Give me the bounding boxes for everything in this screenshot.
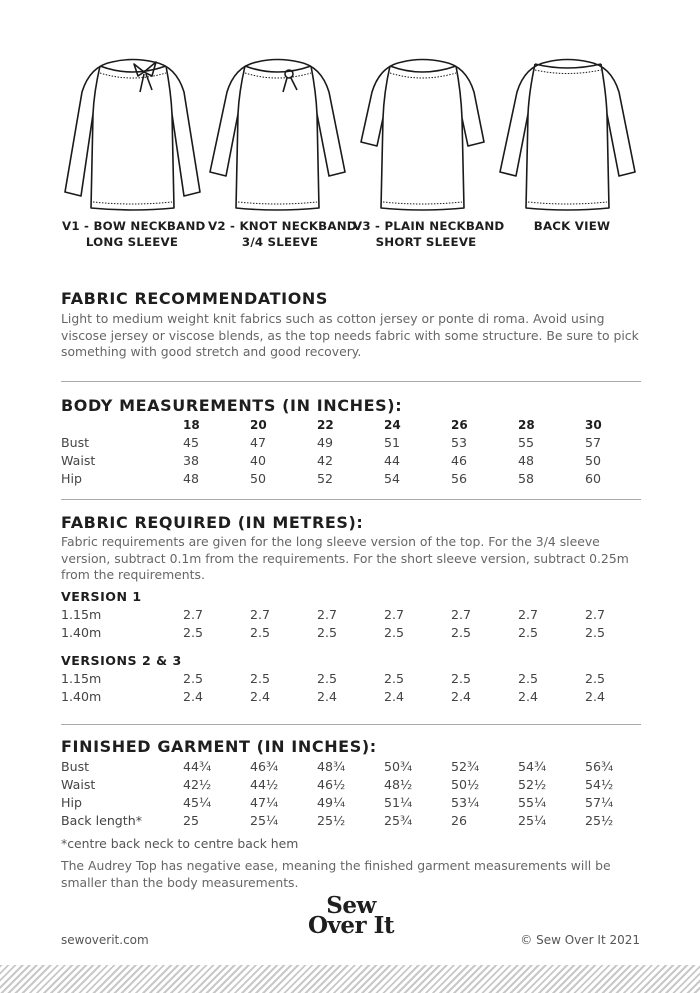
table-cell: 42½ [183, 777, 212, 792]
table-cell: 2.5 [250, 625, 271, 640]
table-cell: 25½ [585, 813, 614, 828]
table-cell: 53¼ [451, 795, 480, 810]
size-header: 28 [518, 418, 535, 432]
table-cell: 2.7 [250, 607, 271, 622]
table-cell: 48 [183, 471, 200, 486]
plain-neckband-short-sleeve-top-icon [350, 52, 495, 212]
table-cell: 58 [518, 471, 535, 486]
row-label: 1.15m [61, 671, 102, 686]
caption-v2: V2 - KNOT NECKBAND 3/4 SLEEVE [208, 219, 357, 249]
table-cell: 54½ [585, 777, 614, 792]
table-cell: 51¼ [384, 795, 413, 810]
caption-v1: V1 - BOW NECKBAND LONG SLEEVE [62, 219, 206, 249]
knot-neckband-three-quarter-sleeve-top-icon [205, 52, 350, 212]
table-cell: 2.7 [317, 607, 338, 622]
table-cell: 2.5 [384, 625, 405, 640]
table-row [61, 452, 646, 470]
table-cell: 50 [250, 471, 267, 486]
table-cell: 45 [183, 435, 200, 450]
table-cell: 25¾ [384, 813, 413, 828]
table-cell: 26 [451, 813, 468, 828]
table-cell: 25½ [317, 813, 346, 828]
divider [61, 381, 641, 382]
table-cell: 25 [183, 813, 200, 828]
table-cell: 2.4 [585, 689, 606, 704]
table-cell: 25¼ [518, 813, 547, 828]
table-cell: 2.7 [183, 607, 204, 622]
row-label: 1.40m [61, 689, 102, 704]
versions-2-3-table [61, 670, 646, 706]
fabric-required-heading: FABRIC REQUIRED (IN METRES): [61, 513, 364, 532]
table-cell: 25¼ [250, 813, 279, 828]
finished-garment-heading: FINISHED GARMENT (IN INCHES): [61, 737, 377, 756]
table-cell: 50½ [451, 777, 480, 792]
size-header: 24 [384, 418, 401, 432]
row-label: Waist [61, 777, 96, 792]
caption-v3: V3 - PLAIN NECKBAND SHORT SLEEVE [353, 219, 505, 249]
negative-ease-note: The Audrey Top has negative ease, meaning the finished garment measurements will be smaller than the body measurements. [61, 858, 611, 890]
table-cell: 47 [250, 435, 267, 450]
table-row [61, 794, 646, 812]
table-cell: 54 [384, 471, 401, 486]
table-cell: 48¾ [317, 759, 346, 774]
row-label: Waist [61, 453, 96, 468]
table-cell: 40 [250, 453, 267, 468]
body-measurements-table [61, 416, 646, 488]
table-cell: 2.4 [451, 689, 472, 704]
version-1-heading: VERSION 1 [61, 589, 142, 604]
table-row [61, 624, 646, 642]
table-cell: 46 [451, 453, 468, 468]
table-cell: 52 [317, 471, 334, 486]
row-label: 1.15m [61, 607, 102, 622]
table-cell: 55 [518, 435, 535, 450]
table-cell: 51 [384, 435, 401, 450]
table-cell: 48½ [384, 777, 413, 792]
table-row [61, 776, 646, 794]
row-label: Bust [61, 759, 90, 774]
table-cell: 49 [317, 435, 334, 450]
table-cell: 2.5 [317, 625, 338, 640]
table-cell: 2.5 [585, 625, 606, 640]
table-row [61, 688, 646, 706]
table-cell: 44 [384, 453, 401, 468]
table-cell: 2.5 [451, 625, 472, 640]
view-back [495, 52, 640, 212]
row-label: Back length* [61, 813, 143, 828]
back-view-top-icon [495, 52, 640, 212]
table-cell: 2.5 [250, 671, 271, 686]
table-cell: 2.5 [451, 671, 472, 686]
table-cell: 60 [585, 471, 602, 486]
table-cell: 2.5 [518, 625, 539, 640]
table-cell: 48 [518, 453, 535, 468]
table-cell: 50¾ [384, 759, 413, 774]
versions-2-3-heading: VERSIONS 2 & 3 [61, 653, 182, 668]
table-cell: 44½ [250, 777, 279, 792]
table-cell: 46¾ [250, 759, 279, 774]
size-header: 30 [585, 418, 602, 432]
divider [61, 499, 641, 500]
back-length-footnote: *centre back neck to centre back hem [61, 836, 299, 851]
table-cell: 2.4 [250, 689, 271, 704]
table-cell: 2.7 [518, 607, 539, 622]
size-header: 22 [317, 418, 334, 432]
table-cell: 50 [585, 453, 602, 468]
table-cell: 44¾ [183, 759, 212, 774]
table-row [61, 434, 646, 452]
row-label: 1.40m [61, 625, 102, 640]
table-cell: 54¾ [518, 759, 547, 774]
table-cell: 2.5 [183, 671, 204, 686]
table-cell: 57¼ [585, 795, 614, 810]
row-label: Bust [61, 435, 90, 450]
finished-garment-table [61, 758, 646, 830]
table-cell: 2.5 [518, 671, 539, 686]
table-cell: 57 [585, 435, 602, 450]
table-cell: 2.4 [518, 689, 539, 704]
sew-over-it-logo: Sew Over It [307, 892, 395, 939]
size-header-row [61, 416, 646, 434]
body-measurements-heading: BODY MEASUREMENTS (IN INCHES): [61, 396, 403, 415]
table-cell: 52½ [518, 777, 547, 792]
table-cell: 2.5 [317, 671, 338, 686]
table-cell: 55¼ [518, 795, 547, 810]
striped-footer-band [0, 965, 700, 993]
divider [61, 724, 641, 725]
fabric-required-text: Fabric requirements are given for the long sleeve version of the top. For the 3/4 sleeve version, subtract 0.1m from the requirements. For the short sleeve version, subtract 0.25m from the requirements. [61, 534, 629, 582]
table-cell: 2.7 [384, 607, 405, 622]
view-v2 [205, 52, 350, 212]
version-1-table [61, 606, 646, 642]
table-row [61, 606, 646, 624]
table-cell: 2.5 [585, 671, 606, 686]
table-row [61, 812, 646, 830]
row-label: Hip [61, 471, 82, 486]
table-row [61, 670, 646, 688]
table-cell: 42 [317, 453, 334, 468]
table-cell: 2.4 [317, 689, 338, 704]
table-cell: 53 [451, 435, 468, 450]
view-v1 [60, 52, 205, 212]
table-cell: 2.5 [384, 671, 405, 686]
row-label: Hip [61, 795, 82, 810]
table-cell: 2.4 [384, 689, 405, 704]
table-cell: 2.4 [183, 689, 204, 704]
table-cell: 2.5 [183, 625, 204, 640]
table-cell: 52¾ [451, 759, 480, 774]
website-link[interactable]: sewoverit.com [61, 933, 149, 947]
fabric-recommendations-text: Light to medium weight knit fabrics such as cotton jersey or ponte di roma. Avoid using viscose jersey or viscose blends, as the top needs fabric with some structure. Be sure to pick something with good stretch and good recovery. [61, 311, 639, 359]
table-cell: 2.7 [585, 607, 606, 622]
table-row [61, 470, 646, 488]
table-cell: 47¼ [250, 795, 279, 810]
table-cell: 49¼ [317, 795, 346, 810]
view-v3 [350, 52, 495, 212]
view-captions [60, 218, 640, 252]
table-cell: 38 [183, 453, 200, 468]
table-cell: 45¼ [183, 795, 212, 810]
table-cell: 2.7 [451, 607, 472, 622]
table-cell: 56¾ [585, 759, 614, 774]
table-cell: 56 [451, 471, 468, 486]
fabric-recommendations-heading: FABRIC RECOMMENDATIONS [61, 289, 329, 308]
size-header: 20 [250, 418, 267, 432]
bow-neckband-long-sleeve-top-icon [60, 52, 205, 212]
copyright: © Sew Over It 2021 [520, 933, 640, 947]
table-row [61, 758, 646, 776]
caption-back: BACK VIEW [533, 219, 611, 233]
size-header: 18 [183, 418, 200, 432]
size-header: 26 [451, 418, 468, 432]
table-cell: 46½ [317, 777, 346, 792]
